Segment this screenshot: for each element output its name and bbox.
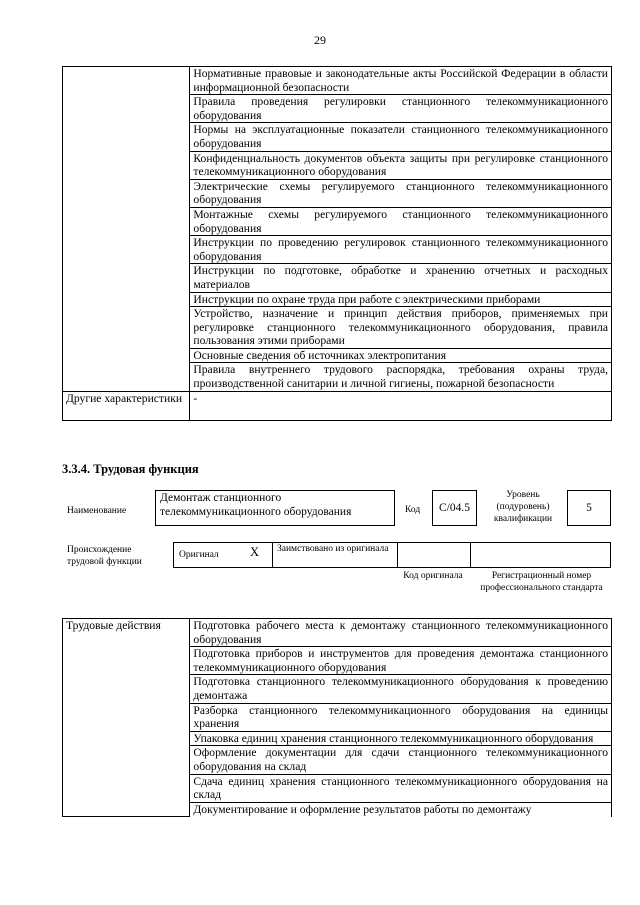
labor-action-item: Сдача единиц хранения станционного телекоммуникационного оборудования на склад xyxy=(190,774,612,802)
labor-action-item: Оформление документации для сдачи станционного телекоммуникационного оборудования на склад xyxy=(190,746,612,774)
table-label-cell xyxy=(63,67,190,392)
original-label: Оригинал xyxy=(179,550,219,560)
knowledge-item: Монтажные схемы регулируемого станционного телекоммуникационного оборудования xyxy=(190,207,612,235)
level-label: Уровень (подуровень) квалификации xyxy=(493,490,553,524)
knowledge-item: Нормы на эксплуатационные показатели станционного телекоммуникационного оборудования xyxy=(190,123,612,151)
labor-action-item: Подготовка приборов и инструментов для проведения демонтажа станционного телекоммуникационного оборудования xyxy=(190,647,612,675)
knowledge-item: Конфиденциальность документов объекта защиты при регулировке станционного телекоммуникационного оборудования xyxy=(190,151,612,179)
knowledge-item: Инструкции по проведению регулировок станционного телекоммуникационного оборудования xyxy=(190,236,612,264)
knowledge-item: Инструкции по подготовке, обработке и хранению отчетных и расходных материалов xyxy=(190,264,612,292)
name-label: Наименование xyxy=(67,506,127,516)
origin-box xyxy=(173,542,611,568)
knowledge-item: Электрические схемы регулируемого станционного телекоммуникационного оборудования xyxy=(190,179,612,207)
section-heading: 3.3.4. Трудовая функция xyxy=(62,462,199,476)
labor-action-item: Документирование и оформление результатов работы по демонтажу xyxy=(190,802,612,817)
function-code-box: С/04.5 xyxy=(432,490,477,526)
divider xyxy=(470,542,471,568)
level-value-box: 5 xyxy=(567,490,611,526)
original-mark: X xyxy=(250,545,260,559)
knowledge-item: Правила внутреннего трудового распорядка, требования охраны труда, производственной санитарии и личной гигиены, пожарной безопасности xyxy=(190,363,612,391)
knowledge-item: Правила проведения регулировки станционного телекоммуникационного оборудования xyxy=(190,95,612,123)
function-name-box: Демонтаж станционного телекоммуникационного оборудования xyxy=(155,490,395,526)
labor-action-item: Подготовка станционного телекоммуникационного оборудования к проведению демонтажа xyxy=(190,675,612,703)
labor-action-item: Разборка станционного телекоммуникационного оборудования на единицы хранения xyxy=(190,703,612,731)
code-label: Код xyxy=(405,505,421,515)
labor-action-item: Подготовка рабочего места к демонтажу станционного телекоммуникационного оборудования xyxy=(190,619,612,647)
registration-number-caption: Регистрационный номер профессионального стандарта xyxy=(480,571,603,593)
labor-actions-label: Трудовые действия xyxy=(63,619,190,817)
knowledge-item: Основные сведения об источниках электропитания xyxy=(190,348,612,363)
labor-action-item: Упаковка единиц хранения станционного телекоммуникационного оборудования xyxy=(190,731,612,746)
other-characteristics-value: - xyxy=(190,391,612,420)
page-number: 29 xyxy=(314,33,326,47)
other-characteristics-label: Другие характеристики xyxy=(63,391,190,420)
knowledge-item: Инструкции по охране труда при работе с электрическими приборами xyxy=(190,292,612,307)
knowledge-table xyxy=(62,66,612,421)
divider xyxy=(397,542,398,568)
divider xyxy=(272,542,273,568)
borrowed-label: Заимствовано из оригинала xyxy=(277,544,389,554)
origin-label: Происхождение трудовой функции xyxy=(67,545,142,567)
code-original-caption: Код оригинала xyxy=(403,571,463,581)
knowledge-item: Нормативные правовые и законодательные акты Российской Федерации в области информационной безопасности xyxy=(190,67,612,95)
labor-actions-table xyxy=(62,618,612,817)
knowledge-item: Устройство, назначение и принцип действия приборов, применяемых при регулировке станционного телекоммуникационного оборудования, правила пользования этими приборами xyxy=(190,307,612,349)
